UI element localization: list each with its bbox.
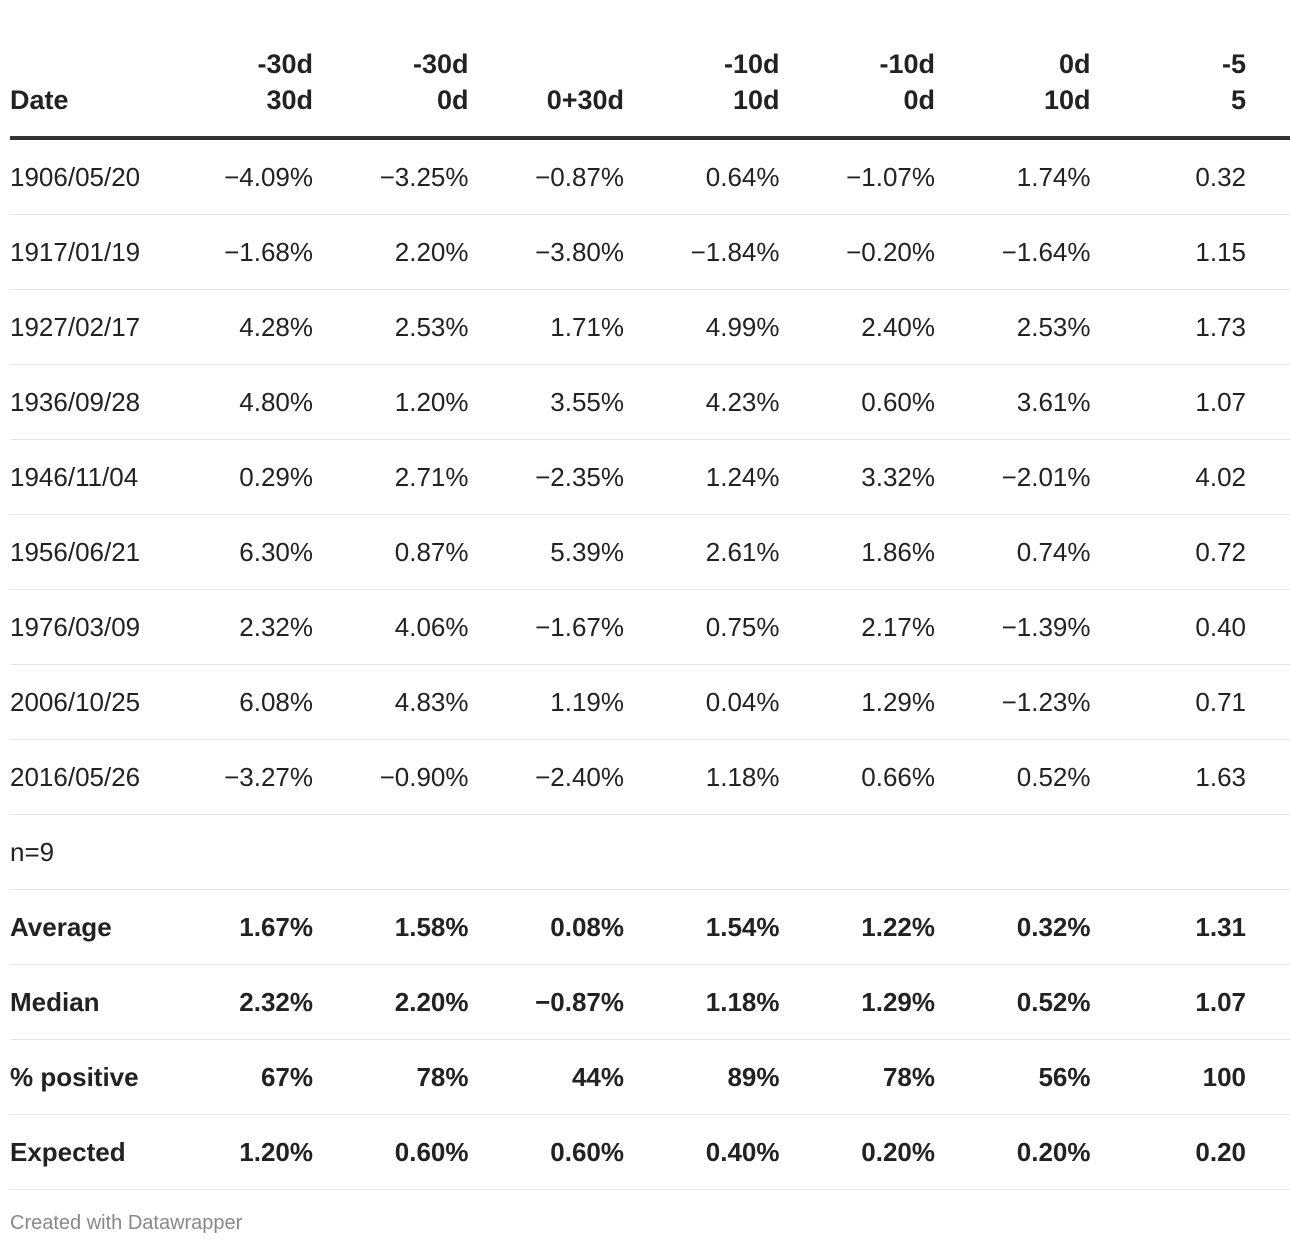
table-cell: 2.40% [861,311,935,342]
row-label: 2006/10/25 [10,686,141,717]
table-cell: 44% [571,1061,624,1092]
table-cell: 56% [1038,1061,1091,1092]
row-label: Expected [10,1136,126,1167]
column-header-line1: -5 [1221,49,1246,79]
column-header-line1: -10d [879,49,935,79]
table-cell: −3.27% [224,761,313,792]
table-cell: 4.28% [239,311,313,342]
table-row [10,290,1290,365]
table-cell: −2.35% [535,461,624,492]
table-cell: 1.54% [705,911,780,942]
column-header-line2: 10d [732,85,780,115]
table-cell: 0.29% [239,461,313,492]
table-cell: 1.73 [1195,311,1246,342]
table-cell: 0.52% [1016,761,1091,792]
table-row [10,590,1290,665]
table-cell: −1.39% [1001,611,1091,642]
table-cell: −1.68% [224,236,313,267]
column-header-line1: -30d [412,49,469,79]
table-cell: 1.86% [861,536,935,567]
table-cell: 5.39% [550,536,624,567]
column-header [469,46,625,136]
table-row [10,440,1290,515]
table-cell: 0.40% [705,1136,780,1167]
table-cell: −1.64% [1001,236,1091,267]
table-cell: 0.64% [705,161,780,192]
table-cell: 0.60% [550,1136,624,1167]
table-cell: −0.87% [535,986,624,1017]
table-cell: 2.61% [705,536,780,567]
table-cell: 2.53% [1016,311,1091,342]
table-cell: 0.60% [394,1136,469,1167]
table-cell: 0.52% [1016,986,1091,1017]
summary-row [10,1040,1290,1115]
column-header [10,46,160,136]
table-cell: −1.67% [535,611,624,642]
table-cell: 1.29% [861,686,935,717]
table-cell: 1.18% [705,761,780,792]
table-cell: −2.01% [1001,461,1091,492]
table-cell: 1.67% [239,911,313,942]
table-header-row [10,40,1290,140]
table-cell: 2.20% [394,236,469,267]
column-header-line1: -10d [723,49,780,79]
table-cell: 2.53% [394,311,469,342]
table-cell: 0.87% [394,536,469,567]
table-cell: 1.20% [239,1136,313,1167]
row-label: Average [10,911,112,942]
column-header [1091,46,1247,136]
table-cell: 0.20% [1016,1136,1091,1167]
table-cell: −1.84% [690,236,780,267]
column-header-line1: 0d [1058,49,1091,79]
table-cell: −3.80% [535,236,624,267]
column-header [313,46,469,136]
table-cell: −4.09% [224,161,313,192]
table-cell: −0.87% [535,161,624,192]
data-table [10,40,1290,1190]
column-header-line2: 0d [436,85,469,115]
table-cell: −0.20% [846,236,935,267]
table-cell: −0.90% [379,761,469,792]
column-header-line1: -30d [257,49,313,79]
table-cell: 4.99% [705,311,780,342]
table-cell: 4.83% [394,686,469,717]
table-cell: 0.20% [861,1136,935,1167]
row-label: 1976/03/09 [10,611,141,642]
table-cell: 1.22% [861,911,935,942]
credit-text[interactable]: Created with Datawrapper [10,1212,243,1234]
column-header [160,46,313,136]
table-cell: 1.18% [705,986,780,1017]
table-cell: 0.40 [1195,611,1246,642]
column-header [780,46,936,136]
table-cell: 67% [260,1061,313,1092]
table-cell: 2.20% [394,986,469,1017]
table-cell: 1.20% [394,386,469,417]
summary-row [10,890,1290,965]
table-cell: 2.17% [861,611,935,642]
table-cell: −3.25% [379,161,469,192]
table-row [10,665,1290,740]
table-cell: −1.23% [1001,686,1091,717]
table-cell: 0.20 [1195,1136,1246,1167]
table-cell: 3.55% [550,386,624,417]
table-cell: 0.08% [550,911,624,942]
table-cell: 1.58% [394,911,469,942]
table-cell: 1.07 [1195,386,1246,417]
table-cell: 0.71 [1195,686,1246,717]
table-row [10,140,1290,215]
column-header-line2: 10d [1043,85,1091,115]
table-cell: 1.15 [1195,236,1246,267]
summary-row [10,1115,1290,1190]
count-row [10,815,1290,890]
table-cell: −2.40% [535,761,624,792]
row-label: % positive [10,1061,139,1092]
table-cell: 1.24% [705,461,780,492]
table-cell: 1.29% [861,986,935,1017]
column-header-line2: 5 [1230,85,1246,115]
table-cell: 2.32% [239,611,313,642]
column-header-line1 [10,46,160,82]
row-label: 1936/09/28 [10,386,141,417]
column-header-line2: 0+30d [546,85,624,115]
table-cell: 0.04% [705,686,780,717]
table-row [10,365,1290,440]
row-label: 2016/05/26 [10,761,141,792]
table-cell: 1.71% [550,311,624,342]
column-header-line2: Date [10,85,69,115]
column-header [935,46,1091,136]
table-cell: 6.08% [239,686,313,717]
row-label: Median [10,986,100,1017]
table-cell: 3.32% [861,461,935,492]
table-cell: 1.63 [1195,761,1246,792]
table-cell: 4.02 [1195,461,1246,492]
table-cell: 0.75% [705,611,780,642]
row-label: 1927/02/17 [10,311,141,342]
table-cell: 78% [416,1061,469,1092]
table-cell: 0.60% [861,386,935,417]
table-cell: 0.72 [1195,536,1246,567]
table-cell: 0.32% [1016,911,1091,942]
row-label: 1917/01/19 [10,236,141,267]
count-label: n=9 [10,836,55,867]
table-cell: 3.61% [1016,386,1091,417]
table-cell: 78% [882,1061,935,1092]
table-cell: 1.31 [1195,911,1246,942]
table-cell: −1.07% [846,161,935,192]
row-label: 1906/05/20 [10,161,141,192]
row-label: 1956/06/21 [10,536,141,567]
table-cell: 4.23% [705,386,780,417]
table-cell: 2.32% [239,986,313,1017]
table-cell: 0.74% [1016,536,1091,567]
table-cell: 1.19% [550,686,624,717]
table-cell: 89% [727,1061,780,1092]
table-container [10,0,1246,1248]
column-header-line2: 30d [266,85,313,115]
table-row [10,215,1290,290]
summary-row [10,965,1290,1040]
table-row [10,740,1290,815]
table-cell: 100 [1202,1061,1246,1092]
table-cell: 0.66% [861,761,935,792]
table-cell: 6.30% [239,536,313,567]
column-header-line1 [469,46,625,82]
table-cell: 1.07 [1195,986,1246,1017]
table-cell: 4.06% [394,611,469,642]
column-header [624,46,780,136]
table-row [10,515,1290,590]
row-label: 1946/11/04 [10,461,139,492]
table-cell: 1.74% [1016,161,1091,192]
table-cell: 4.80% [239,386,313,417]
table-cell: 0.32 [1195,161,1246,192]
table-cell: 2.71% [394,461,469,492]
column-header-line2: 0d [903,85,935,115]
